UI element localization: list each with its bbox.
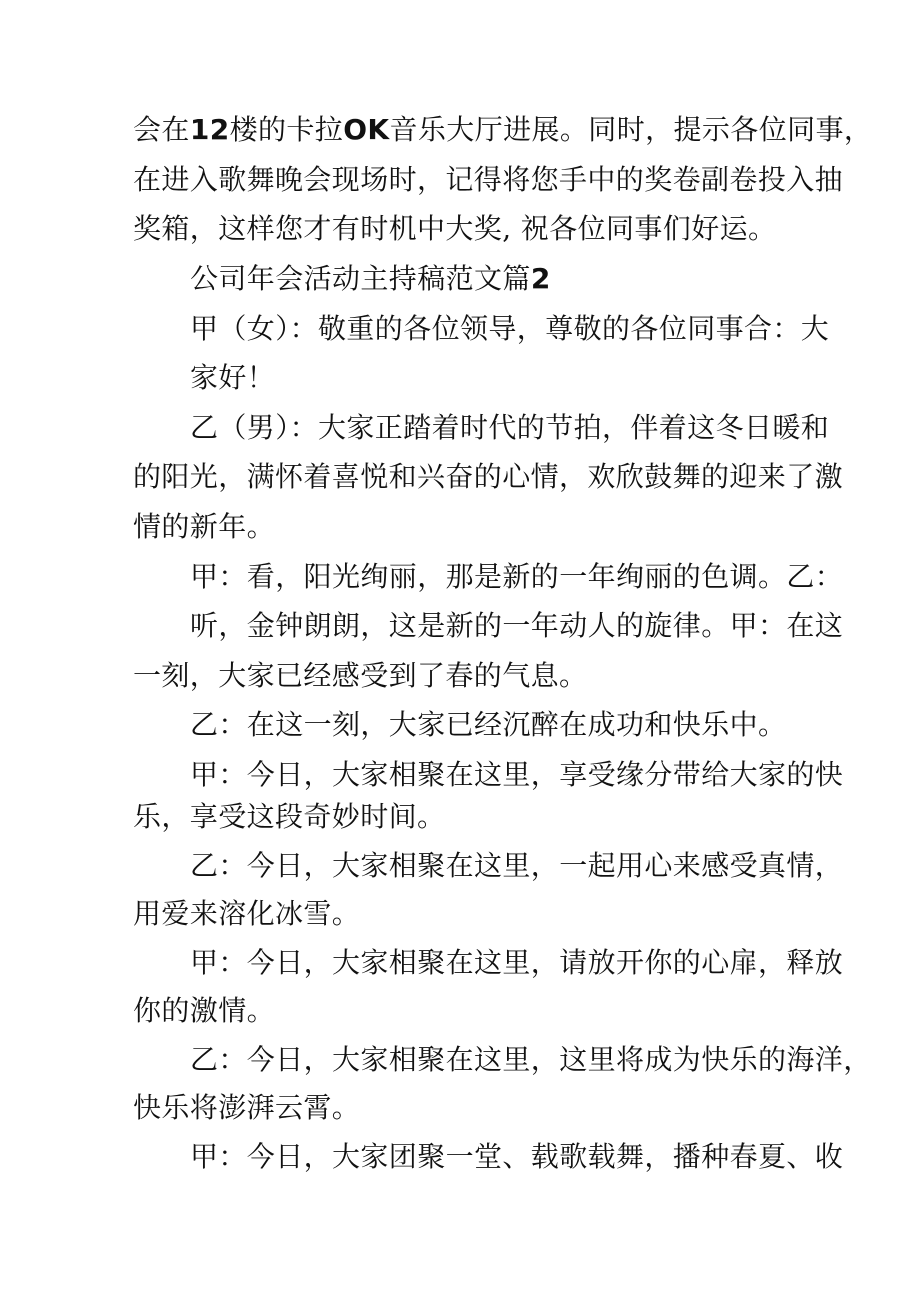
text-line: 乐，享受这段奇妙时间。 [133,800,446,833]
text-line: 听，金钟朗朗，这是新的一年动人的旋律。甲：在这 [190,609,844,642]
text-line: 在进入歌舞晚会现场时，记得将您手中的奖卷副卷投入抽 [133,163,844,196]
text-run-bold: 2 [530,262,551,295]
text-line: 用爱来溶化冰雪。 [133,897,361,930]
text-line: 快乐将澎湃云霄。 [133,1091,361,1124]
text-run: 楼的卡拉 [229,113,344,146]
text-line: 甲：今日，大家相聚在这里，请放开你的心扉，释放 [190,946,844,979]
text-line: 甲：看，阳光绚丽，那是新的一年绚丽的色调。乙： [190,560,844,593]
text-line: 甲：今日，大家相聚在这里，享受缘分带给大家的快 [190,758,844,791]
text-line: 甲（女）：敬重的各位领导，尊敬的各位同事合：大 [190,312,830,345]
section-heading [190,262,551,296]
text-run: 音乐大厅进展。同时，提示各位同事， [389,113,873,146]
text-line: 乙：今日，大家相聚在这里，一起用心来感受真情， [190,849,844,882]
text-line: 乙（男）：大家正踏着时代的节拍，伴着这冬日暖和 [190,411,830,444]
text-line: 奖箱，这样您才有时机中大奖, 祝各位同事们好运。 [133,212,777,245]
text-line: 家好！ [190,361,276,394]
text-line: 的阳光，满怀着喜悦和兴奋的心情，欢欣鼓舞的迎来了激 [133,460,844,493]
text-run: 公司年会活动主持稿范文篇 [190,262,531,295]
text-run: 会在 [133,113,190,146]
text-run-bold: 12 [189,113,230,146]
text-line: 情的新年。 [133,510,276,543]
text-line: 乙：今日，大家相聚在这里，这里将成为快乐的海洋， [190,1043,872,1076]
text-line: 你的激情。 [133,994,276,1027]
text-line: 一刻，大家已经感受到了春的气息。 [133,659,588,692]
text-line [133,113,872,147]
text-line: 甲：今日，大家团聚一堂、载歌载舞，播种春夏、收 [190,1140,844,1173]
text-run-bold: OK [343,113,390,146]
text-line: 乙：在这一刻，大家已经沉醉在成功和快乐中。 [190,708,787,741]
